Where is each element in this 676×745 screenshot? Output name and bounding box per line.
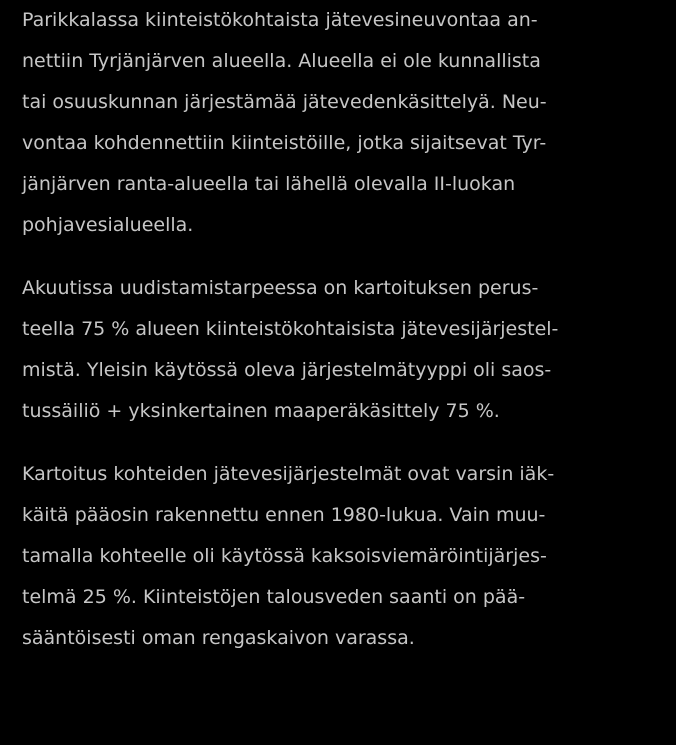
text-body (22, 0, 662, 681)
text-line: teella 75 % alueen kiinteistökohtaisista jätevesijärjestel- (22, 318, 559, 340)
text-line: Akuutissa uudistamistarpeessa on kartoituksen perus- (22, 277, 539, 299)
text-line: tamalla kohteelle oli käytössä kaksoisviemäröintijärjes- (22, 545, 547, 567)
text-line: telmä 25 %. Kiinteistöjen talousveden saanti on pää- (22, 586, 526, 608)
text-line: nettiin Tyrjänjärven alueella. Alueella ei ole kunnallista (22, 50, 541, 72)
text-line: Kartoitus kohteiden jätevesijärjestelmät ovat varsin iäk- (22, 463, 555, 485)
paragraph-3 (22, 454, 662, 659)
text-line: tussäiliö + yksinkertainen maaperäkäsittely 75 %. (22, 400, 500, 422)
text-line: pohjavesialueella. (22, 214, 194, 236)
text-line: vontaa kohdennettiin kiinteistöille, jotka sijaitsevat Tyr- (22, 132, 547, 154)
text-line: sääntöisesti oman rengaskaivon varassa. (22, 627, 415, 649)
text-line: Parikkalassa kiinteistökohtaista jätevesineuvontaa an- (22, 9, 538, 31)
paragraph-1 (22, 0, 662, 246)
text-line: käitä pääosin rakennettu ennen 1980-lukua. Vain muu- (22, 504, 546, 526)
text-line: tai osuuskunnan järjestämää jätevedenkäsittelyä. Neu- (22, 91, 547, 113)
text-line: jänjärven ranta-alueella tai lähellä olevalla II-luokan (22, 173, 516, 195)
paragraph-2 (22, 268, 662, 432)
text-line: mistä. Yleisin käytössä oleva järjestelmätyyppi oli saos- (22, 359, 552, 381)
